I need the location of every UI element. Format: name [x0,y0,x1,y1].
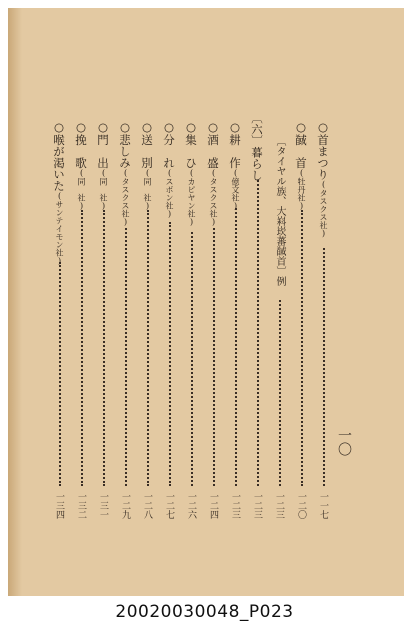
toc-entry-10: ○悲しみ(タスクス社) [118,120,132,227]
toc-page-3: 一二三 [274,492,284,519]
leader-dots [103,210,105,486]
toc-entry-7: ○集 ひ(カピヤン社) [184,120,198,227]
leader-dots [279,300,281,486]
toc-entry-8: ○分 れ(スボン社) [162,120,176,219]
toc-page-13: 一三四 [54,492,64,519]
toc-page-6: 一二四 [208,492,218,519]
toc-page-7: 一二六 [186,492,196,519]
leader-dots [59,262,61,486]
leader-dots [213,228,215,486]
toc-page-2: 一二〇 [296,492,306,519]
toc-page-12: 一三二 [76,492,86,519]
toc-page-9: 一二八 [142,492,152,519]
page-number: 一〇 [336,428,352,456]
toc-page-8: 一二七 [164,492,174,519]
leader-dots [301,210,303,486]
toc-page-5: 一二三 [230,492,240,519]
leader-dots [191,232,193,486]
toc-entry-1: ○首まつり(タスクス社) [316,120,330,238]
image-caption: 20020030048_P023 [115,602,294,622]
toc-entry-3: 〔タイヤル族、大嵙崁蕃馘首〕例 [274,136,285,286]
leader-dots [147,210,149,486]
leader-dots [323,248,325,486]
leader-dots [125,228,127,486]
section-heading: 〔六〕暮らし [250,112,264,181]
toc-entry-6: ○酒 盛(タスクス社) [206,120,220,227]
toc-entry-11: ○門 出(同 社) [96,120,110,211]
toc-page-4: 一二三 [252,492,262,519]
toc-entry-9: ○送 別(同 社) [140,120,154,211]
leader-dots [169,222,171,486]
leader-dots [235,208,237,486]
toc-entry-5: ○耕 作(億文社) [228,120,242,211]
toc-entry-12: ○挽 歌(同 社) [74,120,88,211]
toc-page-11: 一三一 [98,492,108,519]
page-gutter [8,8,22,596]
toc-page-1: 一一七 [318,492,328,519]
toc-entry-13: ○喉が渇いた(サンテイモン社) [52,120,66,266]
toc-entry-2: ○馘 首(牡丹社) [294,120,308,211]
toc-page-10: 一二九 [120,492,130,519]
leader-dots [81,210,83,486]
leader-dots [257,180,259,486]
